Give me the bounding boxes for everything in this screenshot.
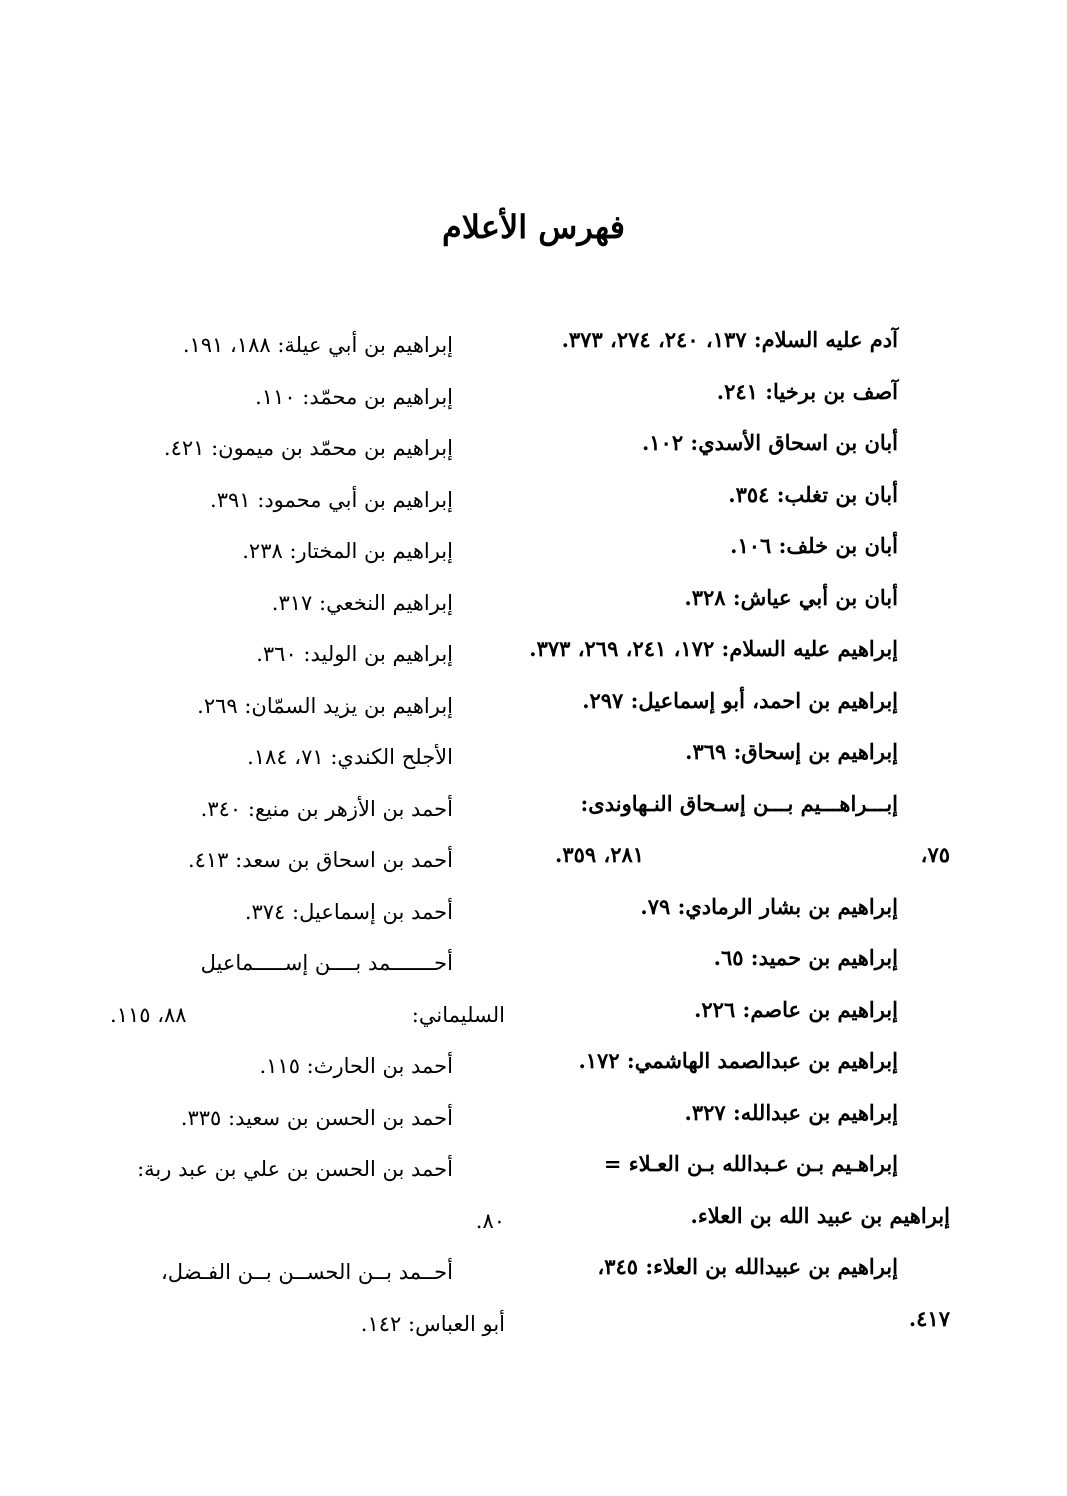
index-entry: إبراهيم بن عاصم: ٢٢٦. xyxy=(694,996,898,1022)
index-column-left xyxy=(110,330,505,1360)
index-entry: إبراهيم بن احمد، أبو إسماعيل: ٢٩٧. xyxy=(582,687,898,713)
index-entry: إبراهيم بن أبي محمود: ٣٩١. xyxy=(210,487,453,512)
index-entry: أبان بن اسحاق الأسدي: ١٠٢. xyxy=(641,430,898,455)
index-entry: إبراهيم عليه السلام: ١٧٢، ٢٤١، ٢٦٩، ٣٧٣. xyxy=(529,636,898,661)
index-entry: إبراهيم بن محمّد بن ميمون: ٤٢١. xyxy=(163,436,453,460)
index-entry: أبو العباس: ١٤٢. xyxy=(360,1311,505,1336)
index-entry: إبراهيم بن يزيد السمّان: ٢٦٩. xyxy=(197,693,453,718)
index-column-right xyxy=(529,325,950,1355)
index-entry xyxy=(555,840,950,892)
index-entry: أبان بن أبي عياش: ٣٢٨. xyxy=(684,584,898,610)
index-entry: أحمد بن الحسن بن سعيد: ٣٣٥. xyxy=(180,1105,453,1130)
index-entry: آصف بن برخيا: ٢٤١. xyxy=(716,378,898,404)
index-entry: إبراهيم بن عبيد الله بن العلاء. xyxy=(690,1202,950,1228)
index-entry: إبراهيم بن حميد: ٦٥. xyxy=(713,945,898,970)
index-entry: الأجلح الكندي: ٧١، ١٨٤. xyxy=(247,745,453,769)
index-entry: أبان بن خلف: ١٠٦. xyxy=(730,533,898,558)
index-entry: إبراهـيم بـن عـبدالله بـن العـلاء = xyxy=(603,1151,898,1176)
index-entry: آدم عليه السلام: ١٣٧، ٢٤٠، ٢٧٤، ٣٧٣. xyxy=(561,327,898,352)
page-title: فهرس الأعلام xyxy=(441,208,626,246)
index-entry: إبراهيم بن عبيدالله بن العلاء: ٣٤٥، xyxy=(597,1254,898,1279)
index-entry: أبان بن تغلب: ٣٥٤. xyxy=(728,481,898,507)
index-entry: أحمد بن الحسن بن علي بن عبد ربة: xyxy=(137,1157,453,1181)
index-entry: إبراهيم النخعي: ٣١٧. xyxy=(271,590,453,615)
index-entry: أحـــــــمد بــــن إســـــماعيل xyxy=(200,951,453,975)
index-entry: أحــمد بــن الحســن بــن الفـضل، xyxy=(161,1260,453,1284)
index-entry: إبراهيم بن إسحاق: ٣٦٩. xyxy=(685,739,898,764)
index-entry: إبراهيم بن بشار الرمادي: ٧٩. xyxy=(640,893,898,919)
index-entry: إبراهيم بن محمّد: ١١٠. xyxy=(255,384,453,409)
index-entry xyxy=(110,1000,505,1052)
index-entry: إبراهيم بن عبدالله: ٣٢٧. xyxy=(684,1099,898,1125)
index-entry: ٨٠. xyxy=(475,1208,505,1233)
index-entry: إبراهيم بن أبي عيلة: ١٨٨، ١٩١. xyxy=(182,333,453,357)
index-entry-label: ٧٥، xyxy=(920,842,950,867)
index-entry: إبـــراهـــيم بـــن إسـحاق النـهاوندى: xyxy=(580,790,898,816)
index-entry-pages: ٢٨١، ٣٥٩. xyxy=(555,842,645,867)
index-entry: أحمد بن الحارث: ١١٥. xyxy=(259,1054,453,1078)
index-entry: ٤١٧. xyxy=(908,1305,950,1331)
index-entry: إبراهيم بن المختار: ٢٣٨. xyxy=(242,539,453,563)
index-entry: أحمد بن اسحاق بن سعد: ٤١٣. xyxy=(187,848,453,872)
index-entry-pages: ٨٨، ١١٥. xyxy=(110,1002,187,1027)
index-entry: أحمد بن إسماعيل: ٣٧٤. xyxy=(244,899,453,924)
index-entry: إبراهيم بن عبدالصمد الهاشمي: ١٧٢. xyxy=(578,1048,898,1073)
index-entry: أحمد بن الأزهر بن منيع: ٣٤٠. xyxy=(200,796,453,821)
index-entry-label: السليماني: xyxy=(411,1002,505,1027)
index-entry: إبراهيم بن الوليد: ٣٦٠. xyxy=(256,642,453,666)
